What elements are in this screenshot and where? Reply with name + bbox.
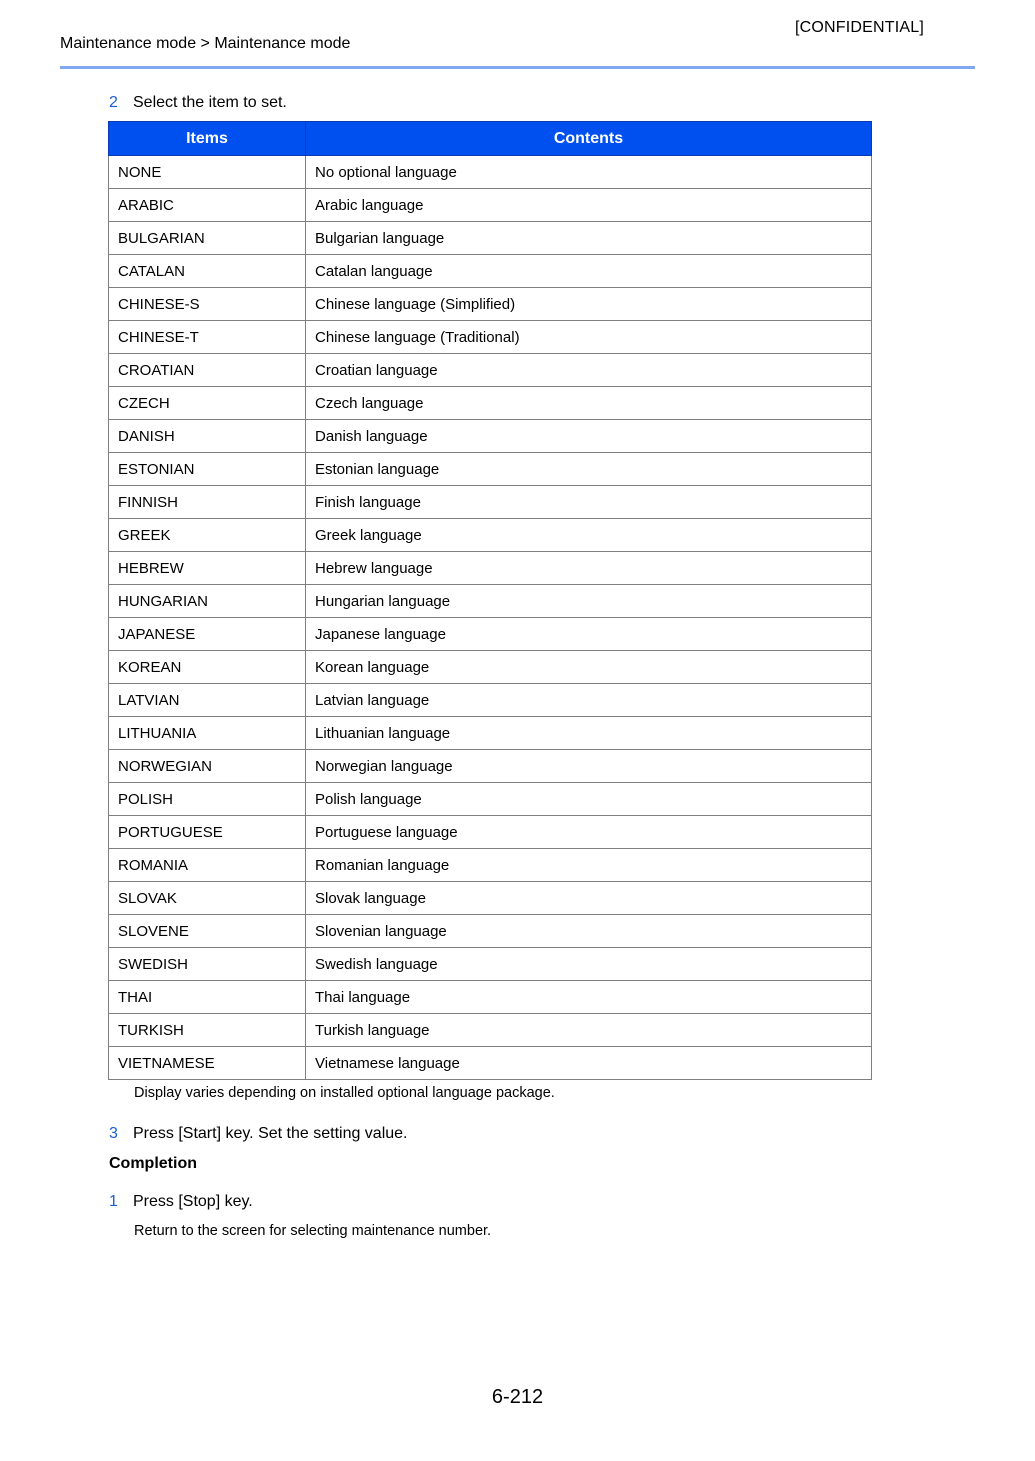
table-body [109,156,872,1080]
item-cell: CHINESE-S [109,288,306,321]
table-row [109,156,872,189]
step-number: 3 [109,1125,118,1142]
language-table [108,121,872,1080]
contents-cell: Greek language [306,519,872,552]
table-row [109,1014,872,1047]
item-cell: LATVIAN [109,684,306,717]
item-cell: NONE [109,156,306,189]
contents-cell: Danish language [306,420,872,453]
contents-cell: Latvian language [306,684,872,717]
column-header-items: Items [109,122,306,156]
table-row [109,519,872,552]
step-3 [109,1125,408,1143]
contents-cell: Bulgarian language [306,222,872,255]
step-text: Press [Start] key. Set the setting value. [133,1125,408,1142]
contents-cell: Lithuanian language [306,717,872,750]
table-row [109,222,872,255]
item-cell: CZECH [109,387,306,420]
item-cell: SLOVENE [109,915,306,948]
contents-cell: Catalan language [306,255,872,288]
item-cell: DANISH [109,420,306,453]
contents-cell: Turkish language [306,1014,872,1047]
item-cell: ARABIC [109,189,306,222]
item-cell: PORTUGUESE [109,816,306,849]
table-header-row [109,122,872,156]
item-cell: POLISH [109,783,306,816]
contents-cell: Korean language [306,651,872,684]
table-row [109,684,872,717]
contents-cell: Norwegian language [306,750,872,783]
item-cell: GREEK [109,519,306,552]
completion-detail: Return to the screen for selecting maintenance number. [134,1223,492,1239]
step-number: 1 [109,1193,118,1210]
contents-cell: Japanese language [306,618,872,651]
item-cell: FINNISH [109,486,306,519]
item-cell: CHINESE-T [109,321,306,354]
table-row [109,849,872,882]
contents-cell: Hebrew language [306,552,872,585]
column-header-contents: Contents [306,122,872,156]
table-row [109,783,872,816]
table-row [109,552,872,585]
table-row [109,420,872,453]
contents-cell: Swedish language [306,948,872,981]
item-cell: HUNGARIAN [109,585,306,618]
item-cell: CROATIAN [109,354,306,387]
item-cell: ROMANIA [109,849,306,882]
table-row [109,981,872,1014]
contents-cell: Portuguese language [306,816,872,849]
table-row [109,816,872,849]
item-cell: HEBREW [109,552,306,585]
step-number: 2 [109,94,118,111]
table-row [109,387,872,420]
item-cell: LITHUANIA [109,717,306,750]
item-cell: CATALAN [109,255,306,288]
completion-step-1 [109,1193,253,1211]
confidential-label: [CONFIDENTIAL] [795,19,925,36]
contents-cell: Romanian language [306,849,872,882]
contents-cell: Chinese language (Traditional) [306,321,872,354]
item-cell: SWEDISH [109,948,306,981]
item-cell: BULGARIAN [109,222,306,255]
item-cell: SLOVAK [109,882,306,915]
item-cell: TURKISH [109,1014,306,1047]
step-text: Press [Stop] key. [133,1193,253,1210]
contents-cell: Finish language [306,486,872,519]
step-text: Select the item to set. [133,94,287,111]
table-row [109,453,872,486]
contents-cell: Slovak language [306,882,872,915]
table-note: Display varies depending on installed optional language package. [134,1085,555,1101]
contents-cell: No optional language [306,156,872,189]
contents-cell: Estonian language [306,453,872,486]
table-row [109,915,872,948]
completion-heading: Completion [109,1155,197,1172]
contents-cell: Polish language [306,783,872,816]
table-row [109,255,872,288]
item-cell: JAPANESE [109,618,306,651]
contents-cell: Vietnamese language [306,1047,872,1080]
table-row [109,618,872,651]
table-row [109,948,872,981]
item-cell: NORWEGIAN [109,750,306,783]
table-row [109,717,872,750]
item-cell: VIETNAMESE [109,1047,306,1080]
page-number: 6-212 [491,1386,544,1408]
item-cell: THAI [109,981,306,1014]
step-2 [109,94,287,112]
contents-cell: Croatian language [306,354,872,387]
contents-cell: Arabic language [306,189,872,222]
table-row [109,585,872,618]
breadcrumb: Maintenance mode > Maintenance mode [60,35,351,52]
contents-cell: Czech language [306,387,872,420]
table-row [109,882,872,915]
table-row [109,1047,872,1080]
table-row [109,651,872,684]
item-cell: KOREAN [109,651,306,684]
contents-cell: Chinese language (Simplified) [306,288,872,321]
table-row [109,321,872,354]
header-rule [60,66,975,69]
contents-cell: Slovenian language [306,915,872,948]
table-row [109,354,872,387]
item-cell: ESTONIAN [109,453,306,486]
table-row [109,189,872,222]
contents-cell: Thai language [306,981,872,1014]
table-row [109,486,872,519]
table-row [109,288,872,321]
table-row [109,750,872,783]
contents-cell: Hungarian language [306,585,872,618]
